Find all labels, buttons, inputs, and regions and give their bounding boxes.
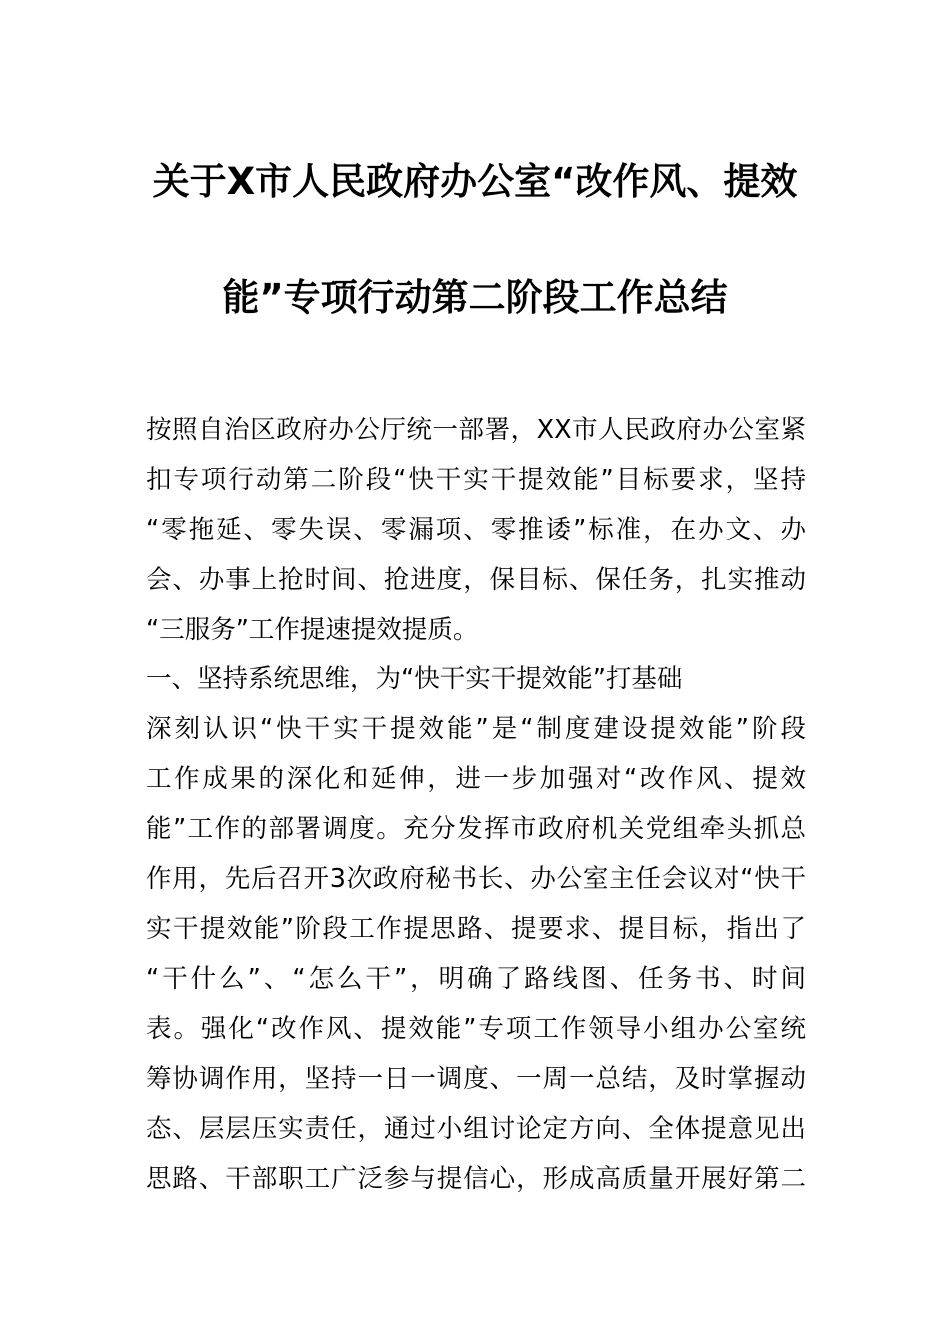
paragraph-1-line-2: 扣专项行动第二阶段“快干实干提效能”目标要求，坚持 [146,465,806,495]
paragraph-1-line-3: “零拖延、零失误、零漏项、零推诿”标准，在办文、办 [146,515,806,545]
document-title-line-1: 关于X市人民政府办公室“改作风、提效 [152,160,798,203]
section-heading-1: 一、坚持系统思维，为“快干实干提效能”打基础 [146,664,683,694]
paragraph-2-line-10: 思路、干部职工广泛参与提信心，形成高质量开展好第二 [146,1164,806,1194]
paragraph-1-line-1: 按照自治区政府办公厅统一部署，XX市人民政府办公室紧 [146,415,806,445]
paragraph-2-line-1: 深刻认识“快干实干提效能”是“制度建设提效能”阶段 [146,714,806,744]
paragraph-2-line-9: 态、层层压实责任，通过小组讨论定方向、全体提意见出 [146,1114,806,1144]
paragraph-2-line-5: 实干提效能”阶段工作提思路、提要求、提目标，指出了 [146,914,806,944]
paragraph-1-line-4: 会、办事上抢时间、抢进度，保目标、保任务，扎实推动 [146,565,806,595]
paragraph-1-line-5: “三服务”工作提速提效提质。 [146,615,479,645]
paragraph-2-line-8: 筹协调作用，坚持一日一调度、一周一总结，及时掌握动 [146,1064,806,1094]
paragraph-2-line-2: 工作成果的深化和延伸，进一步加强对“改作风、提效 [146,764,806,794]
document-title-line-2: 能”专项行动第二阶段工作总结 [222,276,728,319]
paragraph-2-line-7: 表。强化“改作风、提效能”专项工作领导小组办公室统 [146,1014,806,1044]
paragraph-2-line-4: 作用，先后召开3次政府秘书长、办公室主任会议对“快干 [146,864,806,894]
paragraph-2-line-6: “干什么”、“怎么干”，明确了路线图、任务书、时间 [146,964,806,994]
paragraph-2-line-3: 能”工作的部署调度。充分发挥市政府机关党组牵头抓总 [146,814,806,844]
